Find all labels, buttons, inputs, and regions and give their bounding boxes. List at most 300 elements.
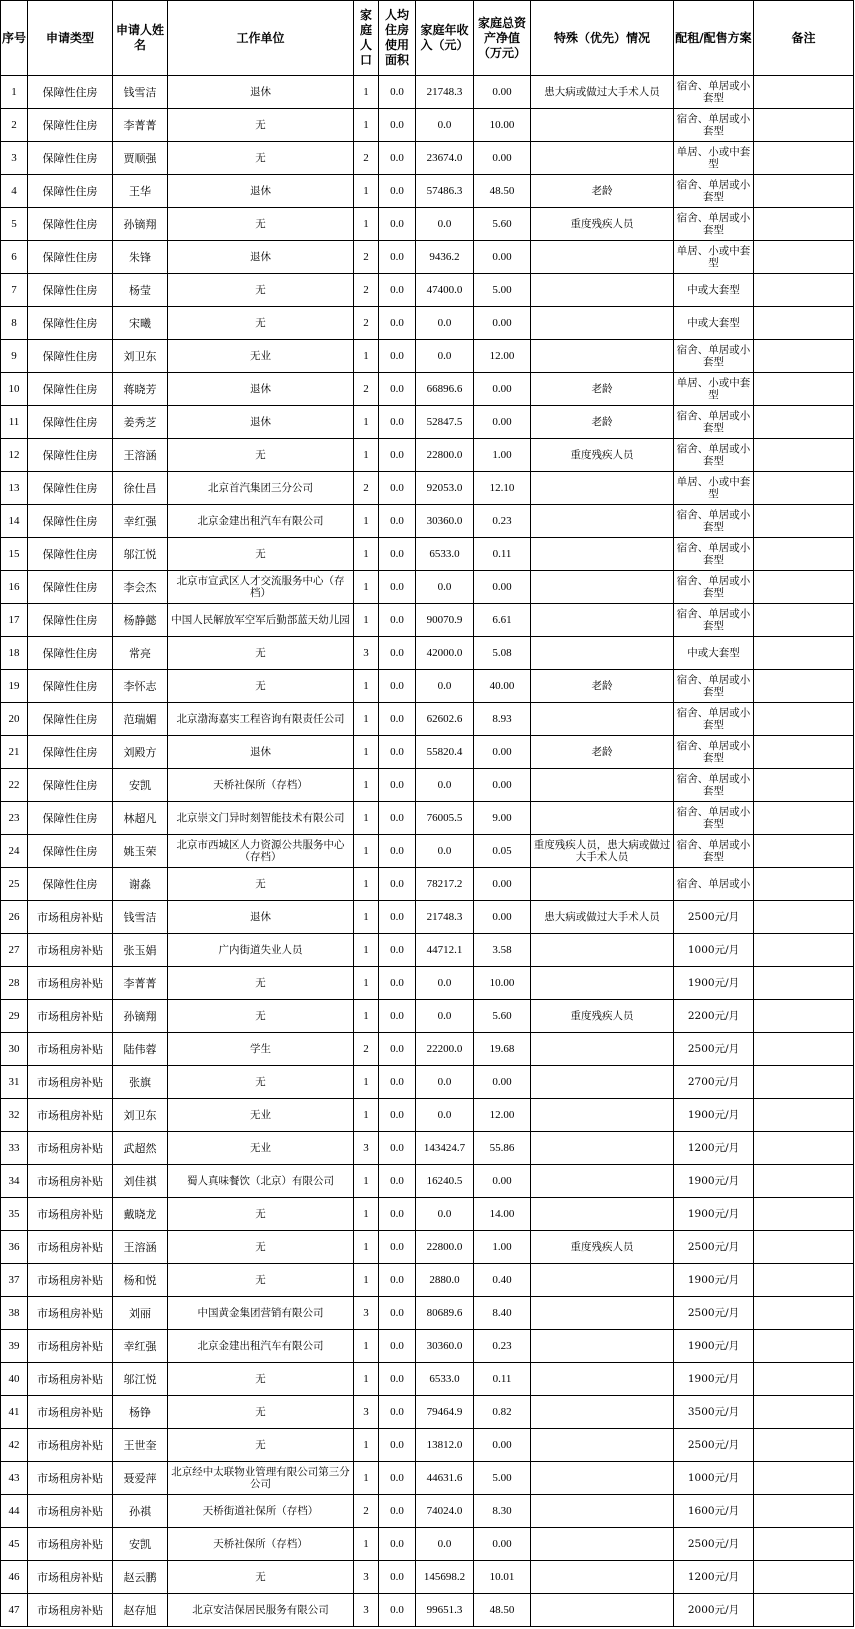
annual-income: 0.0 — [416, 1066, 474, 1099]
applicant-name: 刘佳祺 — [113, 1165, 168, 1198]
net-assets: 0.00 — [474, 901, 531, 934]
net-assets: 3.58 — [474, 934, 531, 967]
net-assets: 10.00 — [474, 967, 531, 1000]
area-per-person: 0.0 — [379, 109, 416, 142]
remarks — [754, 175, 854, 208]
table-row — [1, 1363, 854, 1396]
allocation-plan: 单居、小或中套型 — [674, 142, 754, 175]
household-size: 1 — [354, 1264, 379, 1297]
table-row — [1, 901, 854, 934]
net-assets: 0.00 — [474, 373, 531, 406]
household-size: 1 — [354, 1066, 379, 1099]
net-assets: 6.61 — [474, 604, 531, 637]
remarks — [754, 769, 854, 802]
annual-income: 55820.4 — [416, 736, 474, 769]
area-per-person: 0.0 — [379, 1297, 416, 1330]
allocation-plan: 2500元/月 — [674, 1528, 754, 1561]
workplace: 无业 — [168, 1099, 354, 1132]
net-assets: 12.10 — [474, 472, 531, 505]
applicant-name: 邬江悦 — [113, 538, 168, 571]
application-type: 保障性住房 — [28, 208, 113, 241]
row-index: 16 — [1, 571, 28, 604]
special-priority: 重度残疾人员 — [531, 208, 674, 241]
net-assets: 0.00 — [474, 571, 531, 604]
application-type: 保障性住房 — [28, 571, 113, 604]
applicant-name: 王世奎 — [113, 1429, 168, 1462]
remarks — [754, 505, 854, 538]
application-type: 市场租房补贴 — [28, 1528, 113, 1561]
workplace: 无 — [168, 1066, 354, 1099]
applicant-name: 王溶涵 — [113, 439, 168, 472]
applicant-name: 张玉娟 — [113, 934, 168, 967]
table-row — [1, 769, 854, 802]
remarks — [754, 736, 854, 769]
table-row — [1, 1231, 854, 1264]
net-assets: 0.00 — [474, 142, 531, 175]
allocation-plan: 宿舍、单居或小套型 — [674, 208, 754, 241]
workplace: 中国人民解放军空军后勤部蓝天幼儿园 — [168, 604, 354, 637]
row-index: 22 — [1, 769, 28, 802]
workplace: 无 — [168, 1198, 354, 1231]
row-index: 42 — [1, 1429, 28, 1462]
household-size: 1 — [354, 76, 379, 109]
table-row — [1, 1396, 854, 1429]
annual-income: 80689.6 — [416, 1297, 474, 1330]
special-priority — [531, 1528, 674, 1561]
allocation-plan: 2500元/月 — [674, 1033, 754, 1066]
table-row — [1, 1000, 854, 1033]
special-priority — [531, 769, 674, 802]
allocation-plan: 宿舍、单居或小套型 — [674, 802, 754, 835]
applicant-name: 孙镝翔 — [113, 1000, 168, 1033]
application-type: 保障性住房 — [28, 373, 113, 406]
application-type: 市场租房补贴 — [28, 1495, 113, 1528]
workplace: 北京金建出租汽车有限公司 — [168, 1330, 354, 1363]
row-index: 24 — [1, 835, 28, 868]
allocation-plan: 宿舍、单居或小套型 — [674, 439, 754, 472]
table-row — [1, 1330, 854, 1363]
remarks — [754, 670, 854, 703]
allocation-plan: 宿舍、单居或小套型 — [674, 340, 754, 373]
net-assets: 0.00 — [474, 1429, 531, 1462]
header-applicant-name: 申请人姓名 — [113, 1, 168, 76]
net-assets: 0.00 — [474, 868, 531, 901]
application-type: 保障性住房 — [28, 802, 113, 835]
table-row — [1, 736, 854, 769]
area-per-person: 0.0 — [379, 1561, 416, 1594]
table-row — [1, 967, 854, 1000]
household-size: 1 — [354, 901, 379, 934]
remarks — [754, 241, 854, 274]
special-priority: 老龄 — [531, 175, 674, 208]
workplace: 退休 — [168, 406, 354, 439]
area-per-person: 0.0 — [379, 1198, 416, 1231]
net-assets: 0.23 — [474, 1330, 531, 1363]
workplace: 中国黄金集团营销有限公司 — [168, 1297, 354, 1330]
special-priority — [531, 274, 674, 307]
net-assets: 0.00 — [474, 76, 531, 109]
household-size: 1 — [354, 175, 379, 208]
area-per-person: 0.0 — [379, 1429, 416, 1462]
annual-income: 22800.0 — [416, 1231, 474, 1264]
table-row — [1, 472, 854, 505]
remarks — [754, 1462, 854, 1495]
area-per-person: 0.0 — [379, 505, 416, 538]
net-assets: 0.00 — [474, 406, 531, 439]
annual-income: 23674.0 — [416, 142, 474, 175]
application-type: 保障性住房 — [28, 736, 113, 769]
row-index: 30 — [1, 1033, 28, 1066]
area-per-person: 0.0 — [379, 1165, 416, 1198]
annual-income: 79464.9 — [416, 1396, 474, 1429]
special-priority — [531, 571, 674, 604]
applicant-name: 刘丽 — [113, 1297, 168, 1330]
special-priority — [531, 142, 674, 175]
workplace: 北京经中太联物业管理有限公司第三分公司 — [168, 1462, 354, 1495]
household-size: 1 — [354, 967, 379, 1000]
household-size: 1 — [354, 340, 379, 373]
row-index: 1 — [1, 76, 28, 109]
special-priority — [531, 241, 674, 274]
area-per-person: 0.0 — [379, 1495, 416, 1528]
area-per-person: 0.0 — [379, 802, 416, 835]
household-size: 1 — [354, 439, 379, 472]
annual-income: 0.0 — [416, 967, 474, 1000]
table-row — [1, 373, 854, 406]
net-assets: 12.00 — [474, 1099, 531, 1132]
allocation-plan: 1200元/月 — [674, 1561, 754, 1594]
area-per-person: 0.0 — [379, 307, 416, 340]
workplace: 天桥街道社保所（存档） — [168, 1495, 354, 1528]
net-assets: 0.40 — [474, 1264, 531, 1297]
remarks — [754, 868, 854, 901]
row-index: 5 — [1, 208, 28, 241]
net-assets: 1.00 — [474, 439, 531, 472]
allocation-plan: 2500元/月 — [674, 1297, 754, 1330]
area-per-person: 0.0 — [379, 1330, 416, 1363]
table-row — [1, 1429, 854, 1462]
annual-income: 16240.5 — [416, 1165, 474, 1198]
area-per-person: 0.0 — [379, 571, 416, 604]
applicant-name: 范瑞媚 — [113, 703, 168, 736]
area-per-person: 0.0 — [379, 769, 416, 802]
net-assets: 0.11 — [474, 1363, 531, 1396]
applicant-name: 赵存旭 — [113, 1594, 168, 1627]
annual-income: 0.0 — [416, 208, 474, 241]
header-allocation-plan: 配租/配售方案 — [674, 1, 754, 76]
household-size: 2 — [354, 274, 379, 307]
annual-income: 0.0 — [416, 307, 474, 340]
table-row — [1, 109, 854, 142]
household-size: 1 — [354, 538, 379, 571]
allocation-plan: 中或大套型 — [674, 274, 754, 307]
special-priority — [531, 1132, 674, 1165]
special-priority — [531, 1363, 674, 1396]
special-priority: 重度残疾人员 — [531, 1231, 674, 1264]
net-assets: 0.82 — [474, 1396, 531, 1429]
net-assets: 0.23 — [474, 505, 531, 538]
workplace: 无 — [168, 868, 354, 901]
table-row — [1, 1033, 854, 1066]
annual-income: 2880.0 — [416, 1264, 474, 1297]
remarks — [754, 439, 854, 472]
annual-income: 52847.5 — [416, 406, 474, 439]
application-type: 保障性住房 — [28, 472, 113, 505]
workplace: 北京市宣武区人才交流服务中心（存档） — [168, 571, 354, 604]
workplace: 无 — [168, 274, 354, 307]
household-size: 2 — [354, 373, 379, 406]
applicant-name: 杨和悦 — [113, 1264, 168, 1297]
household-size: 1 — [354, 1000, 379, 1033]
row-index: 32 — [1, 1099, 28, 1132]
remarks — [754, 1297, 854, 1330]
application-type: 保障性住房 — [28, 241, 113, 274]
header-index: 序号 — [1, 1, 28, 76]
workplace: 北京安洁保居民服务有限公司 — [168, 1594, 354, 1627]
remarks — [754, 571, 854, 604]
special-priority — [531, 1462, 674, 1495]
application-type: 市场租房补贴 — [28, 1462, 113, 1495]
application-type: 保障性住房 — [28, 835, 113, 868]
workplace: 无 — [168, 307, 354, 340]
allocation-plan: 宿舍、单居或小套型 — [674, 505, 754, 538]
applicant-name: 钱雪洁 — [113, 76, 168, 109]
net-assets: 8.93 — [474, 703, 531, 736]
annual-income: 9436.2 — [416, 241, 474, 274]
workplace: 广内街道失业人员 — [168, 934, 354, 967]
area-per-person: 0.0 — [379, 901, 416, 934]
allocation-plan: 宿舍、单居或小套型 — [674, 769, 754, 802]
special-priority — [531, 307, 674, 340]
allocation-plan: 中或大套型 — [674, 637, 754, 670]
net-assets: 40.00 — [474, 670, 531, 703]
area-per-person: 0.0 — [379, 1231, 416, 1264]
special-priority — [531, 703, 674, 736]
application-type: 市场租房补贴 — [28, 1594, 113, 1627]
table-row — [1, 703, 854, 736]
workplace: 北京崇文门异时刻智能技术有限公司 — [168, 802, 354, 835]
allocation-plan: 1200元/月 — [674, 1132, 754, 1165]
annual-income: 0.0 — [416, 1528, 474, 1561]
special-priority: 老龄 — [531, 670, 674, 703]
row-index: 17 — [1, 604, 28, 637]
header-application-type: 申请类型 — [28, 1, 113, 76]
header-net-assets: 家庭总资产净值（万元） — [474, 1, 531, 76]
remarks — [754, 1396, 854, 1429]
row-index: 6 — [1, 241, 28, 274]
header-area-per-person: 人均住房使用面积 — [379, 1, 416, 76]
allocation-plan: 1900元/月 — [674, 1099, 754, 1132]
special-priority — [531, 472, 674, 505]
area-per-person: 0.0 — [379, 703, 416, 736]
row-index: 21 — [1, 736, 28, 769]
net-assets: 55.86 — [474, 1132, 531, 1165]
net-assets: 1.00 — [474, 1231, 531, 1264]
application-type: 市场租房补贴 — [28, 1330, 113, 1363]
annual-income: 143424.7 — [416, 1132, 474, 1165]
applicant-name: 邬江悦 — [113, 1363, 168, 1396]
header-annual-income: 家庭年收入（元） — [416, 1, 474, 76]
household-size: 1 — [354, 835, 379, 868]
row-index: 37 — [1, 1264, 28, 1297]
household-size: 1 — [354, 703, 379, 736]
workplace: 蜀人真味餐饮（北京）有限公司 — [168, 1165, 354, 1198]
remarks — [754, 208, 854, 241]
net-assets: 48.50 — [474, 1594, 531, 1627]
table-row — [1, 1264, 854, 1297]
annual-income: 145698.2 — [416, 1561, 474, 1594]
household-size: 1 — [354, 1099, 379, 1132]
area-per-person: 0.0 — [379, 208, 416, 241]
allocation-plan: 2500元/月 — [674, 1429, 754, 1462]
remarks — [754, 472, 854, 505]
allocation-plan: 宿舍、单居或小套型 — [674, 703, 754, 736]
row-index: 28 — [1, 967, 28, 1000]
workplace: 北京渤海嘉实工程咨询有限责任公司 — [168, 703, 354, 736]
remarks — [754, 1198, 854, 1231]
net-assets: 5.08 — [474, 637, 531, 670]
row-index: 47 — [1, 1594, 28, 1627]
applicant-name: 蒋晓芳 — [113, 373, 168, 406]
remarks — [754, 1000, 854, 1033]
special-priority — [531, 1495, 674, 1528]
applicant-name: 李会杰 — [113, 571, 168, 604]
allocation-plan: 1000元/月 — [674, 1462, 754, 1495]
area-per-person: 0.0 — [379, 868, 416, 901]
remarks — [754, 538, 854, 571]
special-priority — [531, 604, 674, 637]
net-assets: 0.05 — [474, 835, 531, 868]
allocation-plan: 1900元/月 — [674, 1165, 754, 1198]
household-size: 1 — [354, 1462, 379, 1495]
household-size: 1 — [354, 208, 379, 241]
table-row — [1, 538, 854, 571]
annual-income: 0.0 — [416, 1198, 474, 1231]
row-index: 31 — [1, 1066, 28, 1099]
application-type: 保障性住房 — [28, 76, 113, 109]
special-priority — [531, 1330, 674, 1363]
row-index: 35 — [1, 1198, 28, 1231]
special-priority — [531, 802, 674, 835]
table-row — [1, 307, 854, 340]
household-size: 1 — [354, 109, 379, 142]
special-priority — [531, 1297, 674, 1330]
annual-income: 30360.0 — [416, 505, 474, 538]
allocation-plan: 1900元/月 — [674, 1330, 754, 1363]
special-priority — [531, 934, 674, 967]
workplace: 无 — [168, 1000, 354, 1033]
annual-income: 0.0 — [416, 1000, 474, 1033]
applicant-name: 陆伟蓉 — [113, 1033, 168, 1066]
workplace: 无 — [168, 1264, 354, 1297]
household-size: 1 — [354, 1429, 379, 1462]
applicant-name: 赵云鹏 — [113, 1561, 168, 1594]
row-index: 43 — [1, 1462, 28, 1495]
household-size: 2 — [354, 241, 379, 274]
area-per-person: 0.0 — [379, 1000, 416, 1033]
workplace: 无 — [168, 1429, 354, 1462]
row-index: 15 — [1, 538, 28, 571]
application-type: 市场租房补贴 — [28, 1198, 113, 1231]
remarks — [754, 967, 854, 1000]
net-assets: 0.00 — [474, 1528, 531, 1561]
household-size: 1 — [354, 769, 379, 802]
remarks — [754, 109, 854, 142]
household-size: 1 — [354, 934, 379, 967]
household-size: 1 — [354, 1528, 379, 1561]
application-type: 市场租房补贴 — [28, 901, 113, 934]
household-size: 1 — [354, 670, 379, 703]
net-assets: 0.00 — [474, 736, 531, 769]
household-size: 1 — [354, 406, 379, 439]
header-workplace: 工作单位 — [168, 1, 354, 76]
application-type: 市场租房补贴 — [28, 1561, 113, 1594]
table-row — [1, 406, 854, 439]
applicant-name: 刘卫东 — [113, 340, 168, 373]
row-index: 33 — [1, 1132, 28, 1165]
application-type: 市场租房补贴 — [28, 1396, 113, 1429]
annual-income: 99651.3 — [416, 1594, 474, 1627]
household-size: 3 — [354, 1297, 379, 1330]
household-size: 1 — [354, 868, 379, 901]
application-type: 市场租房补贴 — [28, 1099, 113, 1132]
area-per-person: 0.0 — [379, 1396, 416, 1429]
area-per-person: 0.0 — [379, 1264, 416, 1297]
allocation-plan: 单居、小或中套型 — [674, 472, 754, 505]
special-priority: 老龄 — [531, 373, 674, 406]
remarks — [754, 802, 854, 835]
annual-income: 22200.0 — [416, 1033, 474, 1066]
applicant-name: 姚玉荣 — [113, 835, 168, 868]
table-row — [1, 1066, 854, 1099]
table-row — [1, 670, 854, 703]
net-assets: 5.00 — [474, 274, 531, 307]
application-type: 保障性住房 — [28, 340, 113, 373]
remarks — [754, 274, 854, 307]
application-type: 市场租房补贴 — [28, 1297, 113, 1330]
table-row — [1, 604, 854, 637]
applicant-name: 刘卫东 — [113, 1099, 168, 1132]
row-index: 4 — [1, 175, 28, 208]
table-row — [1, 175, 854, 208]
table-row — [1, 868, 854, 901]
header-remarks: 备注 — [754, 1, 854, 76]
application-type: 保障性住房 — [28, 769, 113, 802]
allocation-plan: 中或大套型 — [674, 307, 754, 340]
table-row — [1, 1198, 854, 1231]
workplace: 退休 — [168, 736, 354, 769]
area-per-person: 0.0 — [379, 1363, 416, 1396]
special-priority — [531, 1264, 674, 1297]
remarks — [754, 901, 854, 934]
workplace: 退休 — [168, 241, 354, 274]
net-assets: 19.68 — [474, 1033, 531, 1066]
row-index: 26 — [1, 901, 28, 934]
application-type: 市场租房补贴 — [28, 1165, 113, 1198]
special-priority — [531, 109, 674, 142]
remarks — [754, 406, 854, 439]
allocation-plan: 宿舍、单居或小套型 — [674, 406, 754, 439]
remarks — [754, 934, 854, 967]
remarks — [754, 1363, 854, 1396]
special-priority: 患大病或做过大手术人员 — [531, 901, 674, 934]
row-index: 36 — [1, 1231, 28, 1264]
household-size: 1 — [354, 1198, 379, 1231]
special-priority — [531, 868, 674, 901]
net-assets: 5.60 — [474, 208, 531, 241]
household-size: 1 — [354, 736, 379, 769]
annual-income: 0.0 — [416, 769, 474, 802]
